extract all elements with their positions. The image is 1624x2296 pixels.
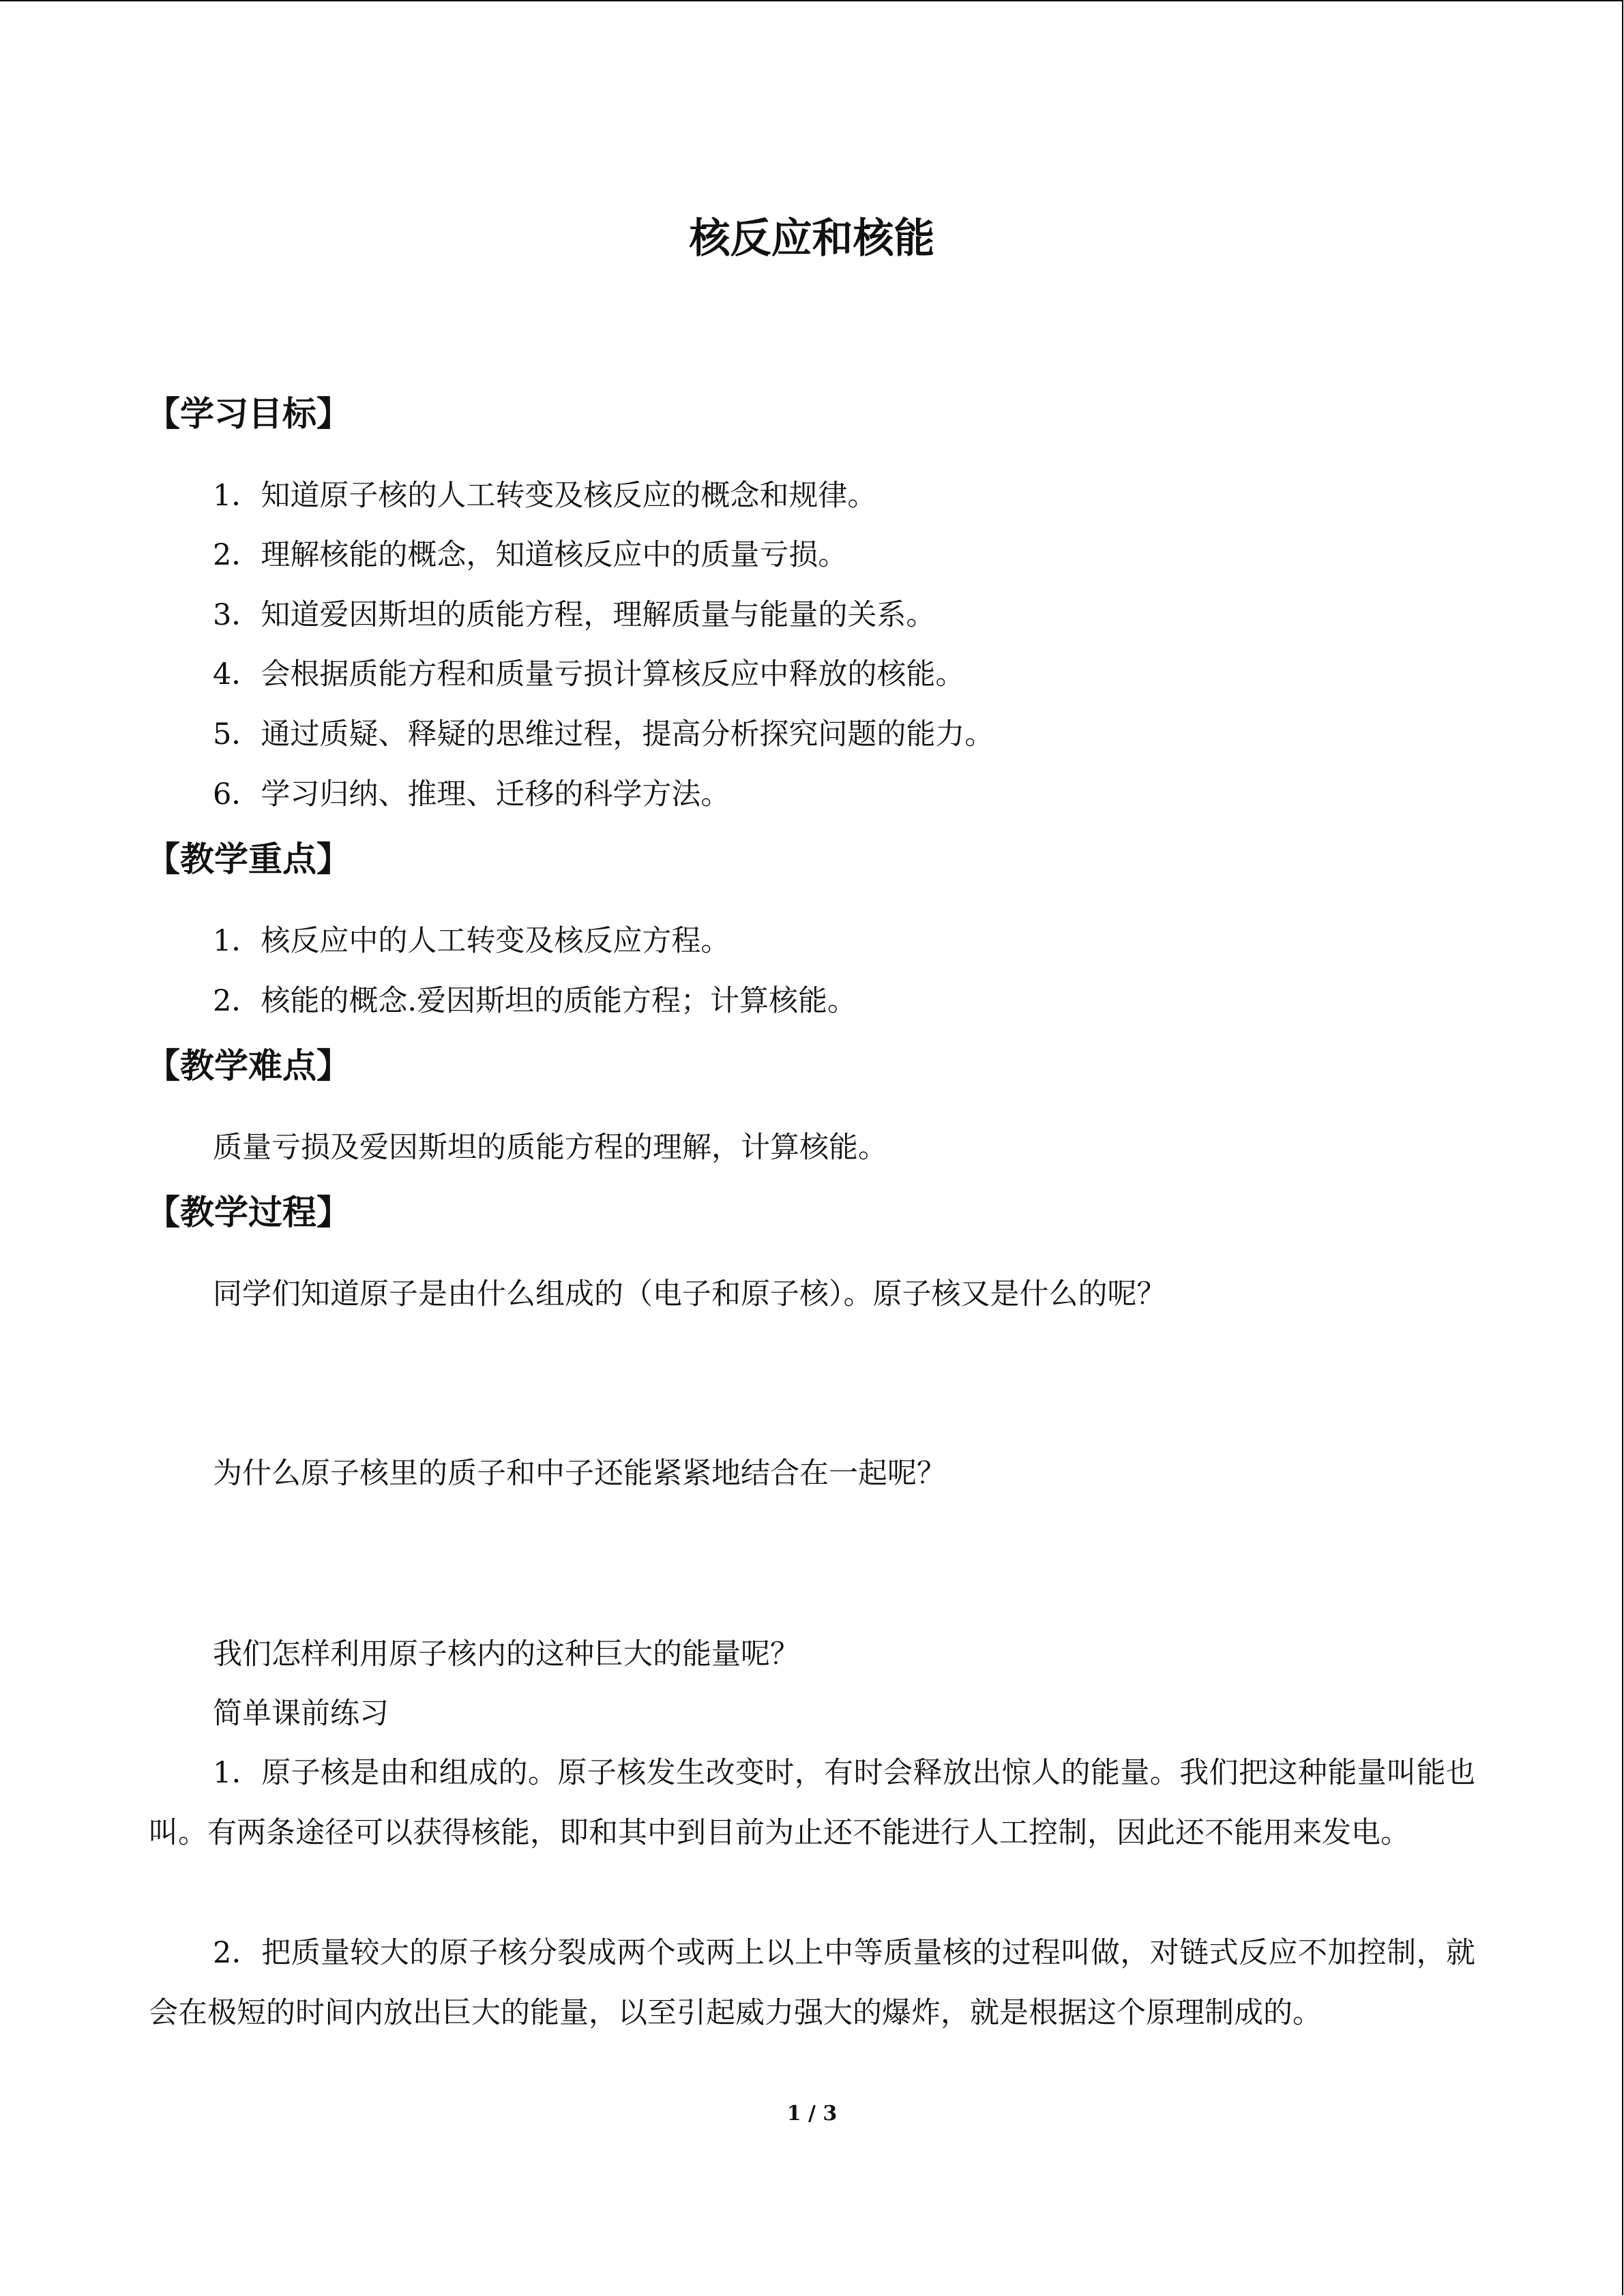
objective-item: 1．知道原子核的人工转变及核反应的概念和规律。 [213, 479, 877, 513]
process-question-3: 我们怎样利用原子核内的这种巨大的能量呢？ [213, 1637, 799, 1671]
heading-key-points: 【教学重点】 [146, 839, 351, 879]
process-question-2: 为什么原子核里的质子和中子还能紧紧地结合在一起呢？ [213, 1457, 946, 1491]
key-point-item: 2．核能的概念.爱因斯坦的质能方程；计算核能。 [213, 984, 857, 1018]
heading-objectives: 【学习目标】 [146, 394, 351, 434]
heading-process: 【教学过程】 [146, 1193, 351, 1232]
page-title: 核反应和核能 [689, 215, 935, 263]
heading-difficulties: 【教学难点】 [146, 1046, 351, 1086]
exercise-1: 1．原子核是由和组成的。原子核发生改变时，有时会释放出惊人的能量。我们把这种能量叫能也叫。有两条途径可以获得核能，即和其中到目前为止还不能进行人工控制，因此还不能用来发电。 [149, 1756, 1475, 1850]
key-point-item: 1．核反应中的人工转变及核反应方程。 [213, 924, 730, 958]
objective-item: 3．知道爱因斯坦的质能方程，理解质量与能量的关系。 [213, 598, 936, 632]
difficulty-text: 质量亏损及爱因斯坦的质能方程的理解，计算核能。 [213, 1131, 887, 1165]
process-question-1: 同学们知道原子是由什么组成的（电子和原子核）。原子核又是什么的呢？ [213, 1277, 1166, 1311]
page-number: 1 / 3 [786, 2102, 838, 2126]
exercise-label: 简单课前练习 [213, 1697, 389, 1731]
exercise-2: 2．把质量较大的原子核分裂成两个或两上以上中等质量核的过程叫做，对链式反应不加控制，就会在极短的时间内放出巨大的能量，以至引起威力强大的爆炸，就是根据这个原理制成的。 [149, 1936, 1475, 2030]
objective-item: 2．理解核能的概念，知道核反应中的质量亏损。 [213, 538, 848, 572]
objective-item: 6．学习归纳、推理、迁移的科学方法。 [213, 777, 730, 811]
objective-item: 5．通过质疑、释疑的思维过程，提高分析探究问题的能力。 [213, 717, 994, 751]
objective-item: 4．会根据质能方程和质量亏损计算核反应中释放的核能。 [213, 657, 965, 691]
